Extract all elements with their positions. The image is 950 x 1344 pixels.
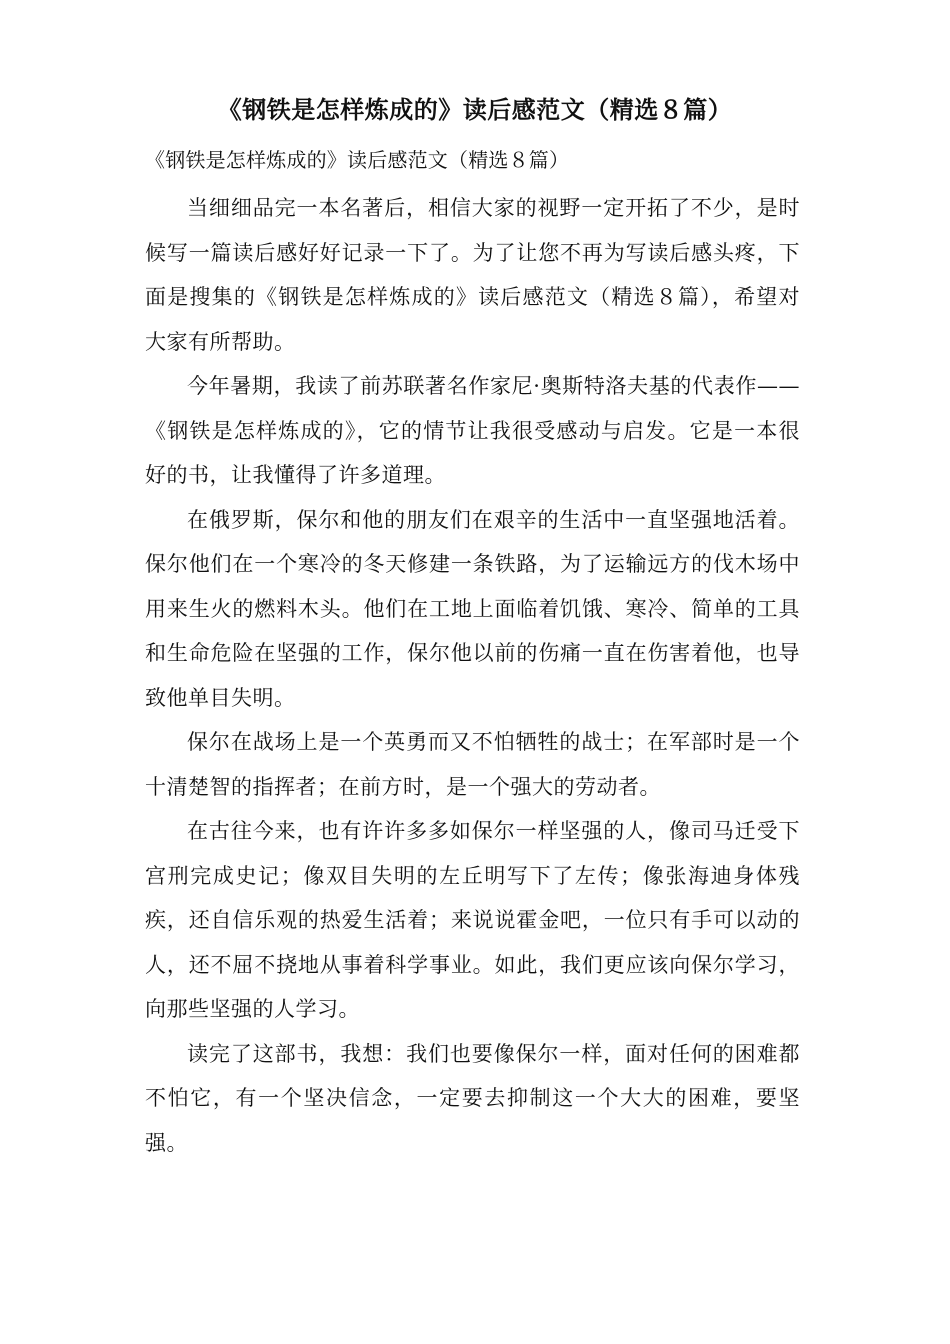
- paragraph-russia: 在俄罗斯，保尔和他的朋友们在艰辛的生活中一直坚强地活着。保尔他们在一个寒冷的冬天修建一条铁路，为了运输远方的伐木场中用来生火的燃料木头。他们在工地上面临着饥饿、寒冷、简单的工具和生命危险在坚强的工作，保尔他以前的伤痛一直在伤害着他，也导致他单目失明。: [145, 507, 800, 710]
- paragraph-summer-reading: 今年暑期，我读了前苏联著名作家尼·奥斯特洛夫基的代表作——《钢铁是怎样炼成的》，它的情节让我很受感动与启发。它是一本很好的书，让我懂得了许多道理。: [145, 374, 800, 487]
- paragraph-conclusion: 读完了这部书，我想：我们也要像保尔一样，面对任何的困难都不怕它，有一个坚决信念，一定要去抑制这一个大大的困难，要坚强。: [145, 1041, 800, 1155]
- paragraph-examples: 在古往今来，也有许许多多如保尔一样坚强的人，像司马迁受下宫刑完成史记；像双目失明的左丘明写下了左传；像张海迪身体残疾，还自信乐观的热爱生活着；来说说霍金吧，一位只有手可以动的人，还不屈不挠地从事着科学事业。如此，我们更应该向保尔学习，向那些坚强的人学习。: [145, 819, 800, 1021]
- paragraph-paul-roles: 保尔在战场上是一个英勇而又不怕牺牲的战士；在军部时是一个十清楚智的指挥者；在前方时，是一个强大的劳动者。: [145, 730, 800, 799]
- paragraph-intro: 当细细品完一本名著后，相信大家的视野一定开拓了不少，是时候写一篇读后感好好记录一下了。为了让您不再为写读后感头疼，下面是搜集的《钢铁是怎样炼成的》读后感范文（精选８篇），希望对大家有所帮助。: [145, 196, 800, 354]
- document-body: [145, 142, 800, 1165]
- document-title: 《钢铁是怎样炼成的》读后感范文（精选８篇）: [217, 95, 733, 124]
- document-subtitle: 《钢铁是怎样炼成的》读后感范文（精选８篇）: [145, 148, 570, 172]
